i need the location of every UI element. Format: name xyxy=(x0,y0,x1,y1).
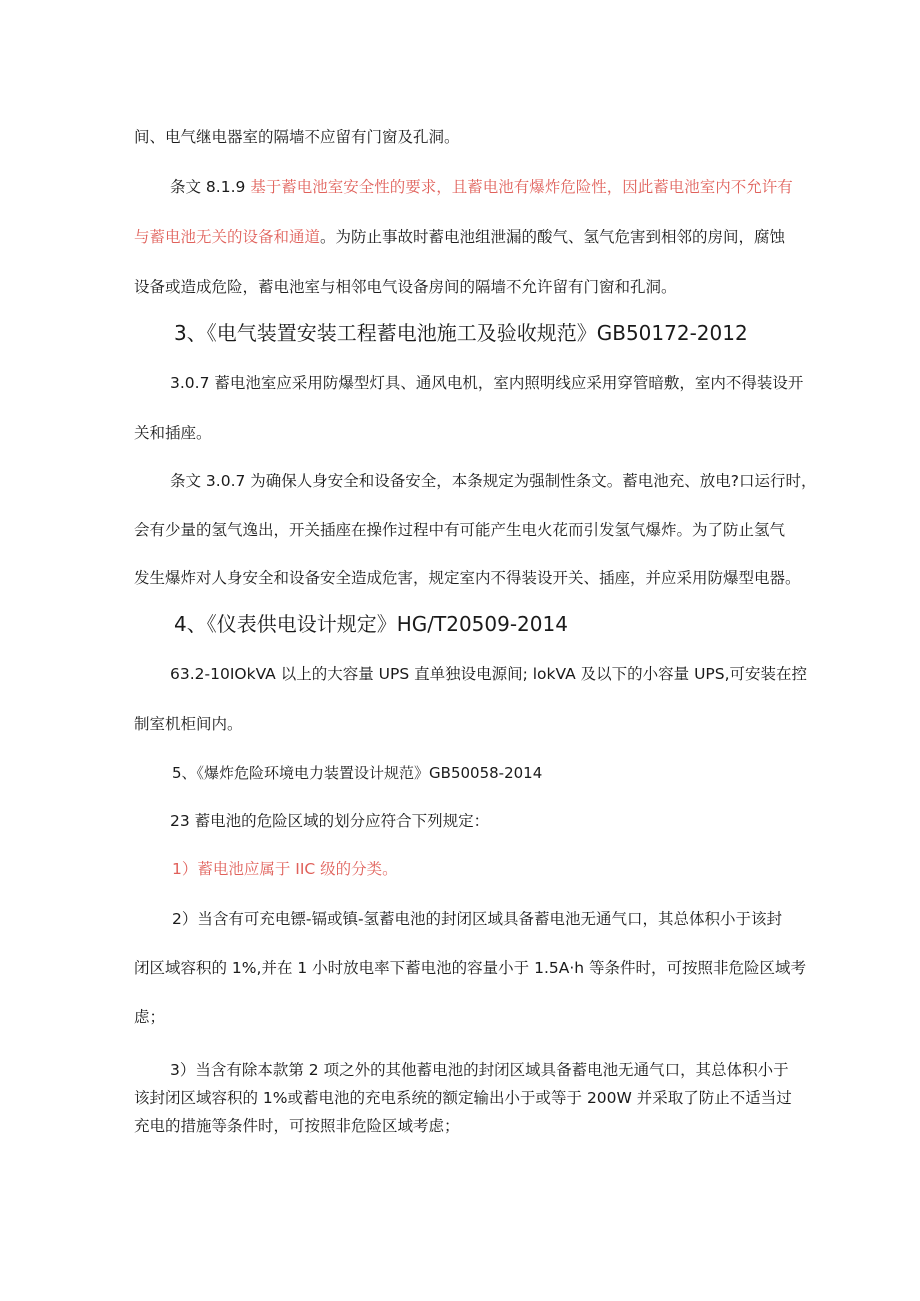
highlighted-text: 基于蓄电池室安全性的要求，且蓄电池有爆炸危险性，因此蓄电池室内不允许有 xyxy=(250,178,793,196)
text-line: 会有少量的氢气逸出，开关插座在操作过程中有可能产生电火花而引发氢气爆炸。为了防止氢气 xyxy=(134,521,786,539)
text-line xyxy=(170,176,920,198)
text-line: 条文 3.0.7 为确保人身安全和设备安全，本条规定为强制性条文。蓄电池充、放电?口运行时， xyxy=(170,472,817,490)
highlighted-text: 与蓄电池无关的设备和通道 xyxy=(134,228,321,246)
text-line: 发生爆炸对人身安全和设备安全造成危害，规定室内不得装设开关、插座，并应采用防爆型电器。 xyxy=(134,569,801,587)
text-line: 虑； xyxy=(134,1008,166,1026)
text-line xyxy=(134,226,920,248)
text-line: 63.2-10IOkVA 以上的大容量 UPS 直单独设电源间; lokVA 及以下的小容量 UPS,可安装在控 xyxy=(170,665,808,683)
section-heading: 5、《爆炸危险环境电力装置设计规范》GB50058-2014 xyxy=(172,764,543,782)
list-item: 3）当含有除本款第 2 项之外的其他蓄电池的封闭区域具备蓄电池无通气口，其总体积小于 xyxy=(170,1061,789,1079)
text-line: 该封闭区域容积的 1%或蓄电池的充电系统的额定输出小于或等于 200W 并采取了防止不适当过 xyxy=(134,1089,792,1107)
text-line: 23 蓄电池的危险区域的划分应符合下列规定： xyxy=(170,812,490,830)
text-span: 。为防止事故时蓄电池组泄漏的酸气、氢气危害到相邻的房间，腐蚀 xyxy=(320,228,786,246)
text-line: 关和插座。 xyxy=(134,424,212,442)
text-line: 3.0.7 蓄电池室应采用防爆型灯具、通风电机，室内照明线应采用穿管暗敷，室内不得装设开 xyxy=(170,374,804,392)
list-item: 2）当含有可充电镖-镉或镇-氢蓄电池的封闭区域具备蓄电池无通气口，其总体积小于该封 xyxy=(172,910,783,928)
list-item: 1）蓄电池应属于 IIC 级的分类。 xyxy=(172,860,398,878)
text-line: 制室机柜间内。 xyxy=(134,715,243,733)
section-heading: 4、《仪表供电设计规定》HG/T20509-2014 xyxy=(174,612,568,636)
text-line: 闭区域容积的 1%,并在 1 小时放电率下蓄电池的容量小于 1.5A·h 等条件时，可按照非危险区域考 xyxy=(134,959,807,977)
text-line: 充电的措施等条件时，可按照非危险区域考虑； xyxy=(134,1117,460,1135)
text-line: 间、电气继电器室的隔墙不应留有门窗及孔洞。 xyxy=(134,128,460,146)
section-heading: 3、《电气装置安装工程蓄电池施工及验收规范》GB50172-2012 xyxy=(174,321,748,345)
text-line: 设备或造成危险，蓄电池室与相邻电气设备房间的隔墙不允许留有门窗和孔洞。 xyxy=(134,278,677,296)
clause-label: 条文 8.1.9 xyxy=(170,178,251,196)
